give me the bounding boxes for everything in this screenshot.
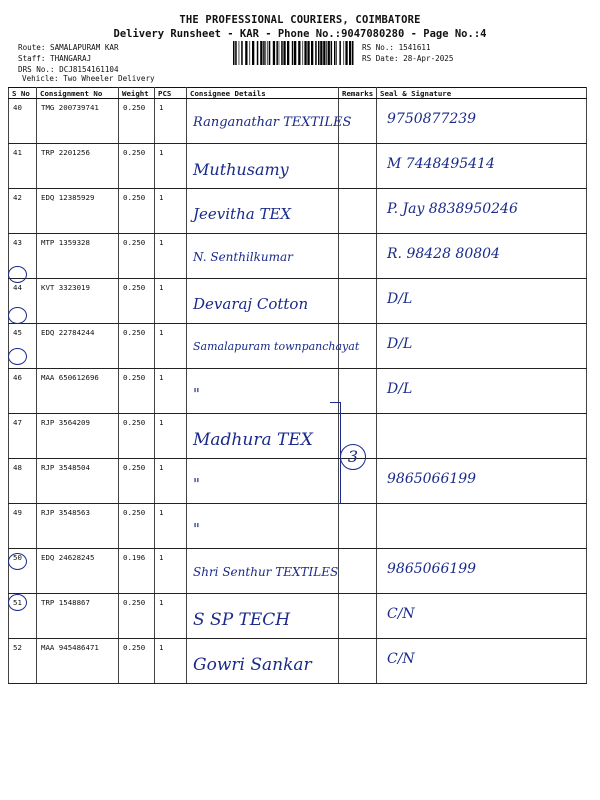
consignee-cell bbox=[187, 324, 360, 369]
remarks-cell bbox=[339, 549, 377, 594]
weight-value: 0.250 bbox=[119, 504, 155, 549]
consignment-number: MTP 1359328 bbox=[37, 234, 119, 279]
signature-cell bbox=[377, 459, 587, 504]
signature-handwriting: M 7448495414 bbox=[387, 156, 495, 172]
signature-cell bbox=[377, 549, 587, 594]
signature-handwriting: 9750877239 bbox=[387, 111, 477, 127]
signature-cell bbox=[377, 279, 587, 324]
consignment-number: RJP 3564209 bbox=[37, 414, 119, 459]
consignment-number: MAA 945486471 bbox=[37, 639, 119, 684]
table-row bbox=[9, 144, 587, 189]
consignee-cell bbox=[187, 459, 339, 504]
consignment-number: EDQ 24628245 bbox=[37, 549, 119, 594]
handwritten-circle bbox=[8, 594, 27, 611]
signature-handwriting: R. 98428 80804 bbox=[387, 246, 500, 262]
table-header bbox=[9, 88, 587, 99]
remarks-cell bbox=[339, 279, 377, 324]
weight-value: 0.250 bbox=[119, 234, 155, 279]
weight-value: 0.250 bbox=[119, 369, 155, 414]
pieces-count: 1 bbox=[155, 549, 187, 594]
rs-number: RS No.: 1541611 bbox=[362, 43, 431, 52]
remarks-cell bbox=[339, 639, 377, 684]
vehicle-label: Vehicle: Two Wheeler Delivery bbox=[22, 74, 155, 83]
consignee-handwriting: Jeevitha TEX bbox=[193, 205, 292, 223]
serial-number: 46 bbox=[9, 369, 37, 414]
remarks-cell bbox=[339, 144, 377, 189]
pieces-count: 1 bbox=[155, 144, 187, 189]
consignee-handwriting: Devaraj Cotton bbox=[193, 295, 309, 313]
runsheet-subtitle: Delivery Runsheet - KAR - Phone No.:9047080280 - Page No.:4 bbox=[113, 28, 487, 40]
handwritten-circled-number: 3 bbox=[340, 444, 366, 470]
signature-handwriting: C/N bbox=[387, 651, 415, 667]
signature-handwriting: P. Jay 8838950246 bbox=[387, 201, 518, 217]
signature-cell bbox=[377, 414, 587, 459]
consignee-handwriting: Madhura TEX bbox=[193, 430, 313, 450]
weight-value: 0.250 bbox=[119, 459, 155, 504]
remarks-cell bbox=[339, 369, 377, 414]
serial-number: 40 bbox=[9, 99, 37, 144]
pieces-count: 1 bbox=[155, 234, 187, 279]
pieces-count: 1 bbox=[155, 414, 187, 459]
signature-cell bbox=[377, 189, 587, 234]
signature-cell bbox=[377, 144, 587, 189]
consignee-handwriting: Shri Senthur TEXTILES bbox=[193, 565, 339, 579]
signature-handwriting: D/L bbox=[387, 291, 413, 307]
serial-number: 48 bbox=[9, 459, 37, 504]
consignment-number: TRP 2201256 bbox=[37, 144, 119, 189]
serial-number: 50 bbox=[9, 549, 37, 594]
column-header: Weight bbox=[119, 88, 155, 99]
handwritten-circle bbox=[8, 266, 27, 283]
table-row bbox=[9, 639, 587, 684]
pieces-count: 1 bbox=[155, 324, 187, 369]
consignee-handwriting: " bbox=[193, 475, 200, 493]
pieces-count: 1 bbox=[155, 189, 187, 234]
table-row bbox=[9, 369, 587, 414]
runsheet-table bbox=[8, 87, 587, 684]
barcode bbox=[232, 40, 356, 66]
weight-value: 0.250 bbox=[119, 414, 155, 459]
table-row bbox=[9, 99, 587, 144]
pieces-count: 1 bbox=[155, 99, 187, 144]
column-header: Consignee Details bbox=[187, 88, 339, 99]
consignee-cell bbox=[187, 594, 339, 639]
consignee-handwriting: Ranganathar TEXTILES bbox=[193, 115, 352, 130]
table-row bbox=[9, 189, 587, 234]
consignee-handwriting: " bbox=[193, 520, 200, 538]
weight-value: 0.250 bbox=[119, 99, 155, 144]
column-header: Consignment No bbox=[37, 88, 119, 99]
table-row bbox=[9, 414, 587, 459]
table-row bbox=[9, 459, 587, 504]
table-row bbox=[9, 594, 587, 639]
consignment-number: KVT 3323019 bbox=[37, 279, 119, 324]
pieces-count: 1 bbox=[155, 639, 187, 684]
signature-cell bbox=[377, 234, 587, 279]
signature-handwriting: D/L bbox=[387, 381, 413, 397]
serial-number: 51 bbox=[9, 594, 37, 639]
consignee-cell bbox=[187, 144, 339, 189]
weight-value: 0.250 bbox=[119, 144, 155, 189]
signature-handwriting: C/N bbox=[387, 606, 415, 622]
route-label: Route: SAMALAPURAM KAR bbox=[18, 43, 119, 52]
signature-cell bbox=[377, 639, 587, 684]
table-row bbox=[9, 234, 587, 279]
consignment-number: TMG 200739741 bbox=[37, 99, 119, 144]
signature-cell bbox=[377, 369, 587, 414]
consignee-handwriting: Muthusamy bbox=[193, 160, 289, 179]
pieces-count: 1 bbox=[155, 504, 187, 549]
serial-number: 49 bbox=[9, 504, 37, 549]
consignee-handwriting: Gowri Sankar bbox=[193, 655, 312, 675]
drs-label: DRS No.: DCJ8154161104 bbox=[18, 65, 119, 74]
consignment-number: EDQ 22784244 bbox=[37, 324, 119, 369]
consignee-handwriting: " bbox=[193, 385, 200, 403]
company-title: THE PROFESSIONAL COURIERS, COIMBATORE bbox=[179, 14, 421, 26]
pieces-count: 1 bbox=[155, 279, 187, 324]
pieces-count: 1 bbox=[155, 594, 187, 639]
remarks-cell bbox=[339, 594, 377, 639]
column-header: S No bbox=[9, 88, 37, 99]
signature-cell bbox=[377, 324, 587, 369]
consignee-cell bbox=[187, 279, 339, 324]
table-row bbox=[9, 549, 587, 594]
weight-value: 0.250 bbox=[119, 279, 155, 324]
consignee-cell bbox=[187, 234, 339, 279]
signature-handwriting: 9865066199 bbox=[387, 471, 477, 487]
table-row bbox=[9, 279, 587, 324]
remarks-cell bbox=[339, 189, 377, 234]
remarks-cell bbox=[339, 234, 377, 279]
consignee-cell bbox=[187, 369, 339, 414]
column-header: Seal & Signature bbox=[377, 88, 587, 99]
consignment-number: RJP 3548563 bbox=[37, 504, 119, 549]
serial-number: 47 bbox=[9, 414, 37, 459]
meta-right bbox=[362, 42, 453, 64]
consignment-number: EDQ 12385929 bbox=[37, 189, 119, 234]
consignee-cell bbox=[187, 189, 339, 234]
consignee-cell bbox=[187, 504, 339, 549]
consignee-handwriting: Samalapuram townpanchayat bbox=[193, 340, 360, 353]
serial-number: 45 bbox=[9, 324, 37, 369]
signature-cell bbox=[377, 594, 587, 639]
handwritten-circle bbox=[8, 307, 27, 324]
serial-number: 41 bbox=[9, 144, 37, 189]
serial-number: 44 bbox=[9, 279, 37, 324]
serial-number: 52 bbox=[9, 639, 37, 684]
pieces-count: 1 bbox=[155, 369, 187, 414]
signature-cell bbox=[377, 504, 587, 549]
consignee-cell bbox=[187, 99, 352, 144]
signature-cell bbox=[377, 99, 587, 144]
consignee-handwriting: S SP TECH bbox=[193, 610, 291, 630]
column-header: Remarks bbox=[339, 88, 377, 99]
handwritten-circle bbox=[8, 553, 27, 570]
serial-number: 42 bbox=[9, 189, 37, 234]
consignment-number: MAA 650612696 bbox=[37, 369, 119, 414]
column-header: PCS bbox=[155, 88, 187, 99]
consignment-number: TRP 1548867 bbox=[37, 594, 119, 639]
serial-number: 43 bbox=[9, 234, 37, 279]
weight-value: 0.196 bbox=[119, 549, 155, 594]
staff-label: Staff: THANGARAJ bbox=[18, 54, 92, 63]
meta-left bbox=[18, 42, 119, 75]
handwritten-circle bbox=[8, 348, 27, 365]
table-row bbox=[9, 504, 587, 549]
consignee-cell bbox=[187, 414, 339, 459]
remarks-cell bbox=[339, 504, 377, 549]
signature-handwriting: D/L bbox=[387, 336, 413, 352]
pieces-count: 1 bbox=[155, 459, 187, 504]
consignee-cell bbox=[187, 549, 339, 594]
consignee-cell bbox=[187, 639, 339, 684]
weight-value: 0.250 bbox=[119, 324, 155, 369]
handwritten-bracket bbox=[330, 402, 341, 504]
consignment-number: RJP 3548504 bbox=[37, 459, 119, 504]
weight-value: 0.250 bbox=[119, 639, 155, 684]
signature-handwriting: 9865066199 bbox=[387, 561, 477, 577]
weight-value: 0.250 bbox=[119, 189, 155, 234]
consignee-handwriting: N. Senthilkumar bbox=[193, 250, 293, 264]
table-row bbox=[9, 324, 587, 369]
weight-value: 0.250 bbox=[119, 594, 155, 639]
rs-date: RS Date: 28-Apr-2025 bbox=[362, 54, 454, 63]
